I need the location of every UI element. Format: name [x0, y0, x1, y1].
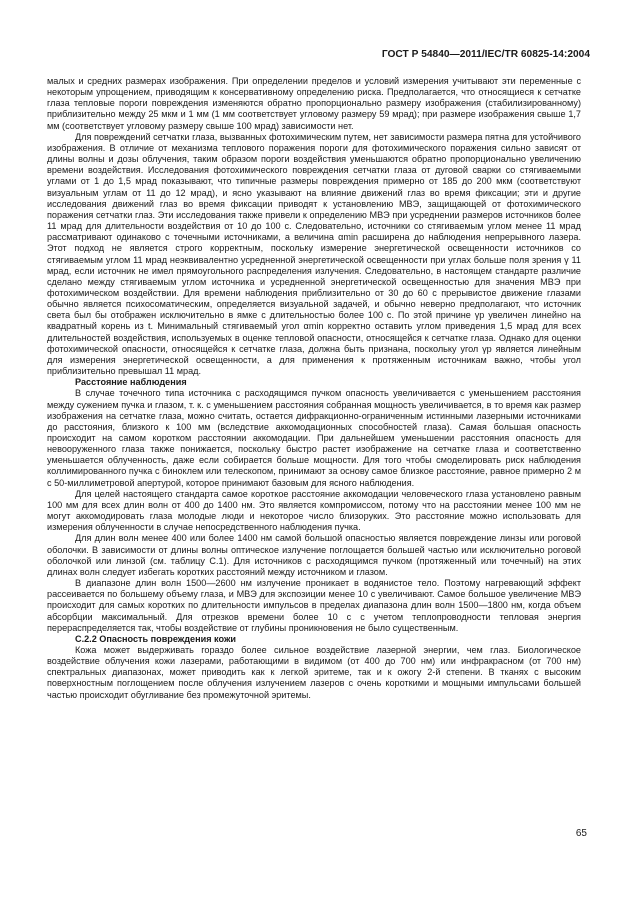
paragraph: малых и средних размерах изображения. При определении пределов и условий измерения учитывают эти переменные с некоторым упрощением, приводящим к консервативному определению риска. Предполагается, что относящиеся к сетчатке глаза тепловые пороги повреждения изменяются обратно пропорционально размеру изображения (стабилизированному) приблизительно между 25 мкм и 1 мм (1 мм соответствует угловому размеру 59 мрад); при размере изображения свыше 1,7 мм (соответствует угловому размеру свыше 100 мрад) зависимости нет.	[47, 76, 581, 131]
paragraph: В случае точечного типа источника с расходящимся пучком опасность увеличивается с уменьшением расстояния между сужением пучка и глазом, т. к. с уменьшением расстояния собранная мощность увеличивается, в то время как размер изображения на сетчатке глаза, можно считать, остается дифракционно-ограниченным истинными лазерными источниками до расстояния, близкого к 100 мм (вследствие аккомодационных способностей глаза). Самая большая опасность происходит на самом коротком расстоянии аккомодации. При дальнейшем уменьшении расстояния опасность для невооруженного глаза также понижается, поскольку быстро растет изображение на сетчатке глаза и соответственно уменьшается облученность, даже если собирается больше мощности. Для того чтобы смоделировать риск наблюдения коллимированного пучка с биноклем или телескопом, принимают за основу самое близкое расстояние, равное примерно 2 м с 50-миллиметровой апертурой, которое принимают базовым для ясного наблюдения.	[47, 388, 581, 488]
document-code-header: ГОСТ Р 54840—2011/IEC/TR 60825-14:2004	[381, 49, 590, 60]
section-heading: Расстояние наблюдения	[75, 377, 187, 388]
page-number: 65	[575, 828, 587, 839]
paragraph: В диапазоне длин волн 1500—2600 нм излучение проникает в водянистое тело. Поэтому нагревающий эффект рассеивается по большему объему глаза, и МВЭ для экспозиции менее 10 с увеличивают. Самое большое увеличение МВЭ происходит для самых коротких по длительности импульсов в пределах диапазона длин волн 1500—1800 нм, когда объем абсорбции максимальный. Для отрезков времени более 10 с с учетом теплопроводности тепловая энергия перераспределяется так, чтобы воздействие от глубины проникновения не было существенным.	[47, 578, 581, 633]
paragraph: Для длин волн менее 400 или более 1400 нм самой большой опасностью является повреждение линзы или роговой оболочки. В зависимости от длины волны оптическое излучение поглощается большей частью или исключительно роговой оболочкой или линзой (см. таблицу С.1). Для источников с расходящимся пучком (протяженный или точечный) на этих длинах волн следует избегать коротких расстояний между источником и глазом.	[47, 533, 581, 577]
paragraph: Кожа может выдерживать гораздо более сильное воздействие лазерной энергии, чем глаз. Биологическое воздействие облучения кожи лазерами, работающими в видимом (от 400 до 700 нм) или инфракрасном (от 700 нм) спектральных диапазонах, может приводить как к легкой эритеме, так и к ожогу 2-й степени. В тканях с высоким поверхностным поглощением после облучения излучением лазеров с очень короткими и мощными импульсами большей частью происходит обугливание без промежуточной эритемы.	[47, 644, 581, 700]
section-heading: С.2.2 Опасность повреждения кожи	[75, 633, 237, 644]
document-body	[47, 76, 581, 701]
paragraph: Для целей настоящего стандарта самое короткое расстояние аккомодации человеческого глаза установлено равным 100 мм для всех длин волн от 400 до 1400 нм. Это является компромиссом, потому что на расстоянии менее 100 мм не могут аккомодировать глаза молодые люди и некоторое число близоруких. Это расстояние можно использовать для измерения облученности в случае непосредственного наблюдения пучка.	[47, 488, 581, 533]
paragraph: Для повреждений сетчатки глаза, вызванных фотохимическим путем, нет зависимости размера пятна для устойчивого изображения. В отличие от механизма теплового поражения пороги для фотохимического поражения сильно зависят от длины волны и дозы облучения, таким образом пороги воздействия уменьшаются обратно пропорционально увеличению времени воздействия. Исследования фотохимического повреждения сетчатки глаза от дуговой сварки со стягиваемыми углами от 1 до 1,5 мрад показывают, что типичные размеры повреждения примерно от 185 до 200 мкм (соответствуют визуальным углам от 11 до 12 мрад), и ясно указывают на влияние движений глаз во время фиксации; эти и другие исследования движений глаз во время фиксации приводят к установлению МВЭ, защищающей от фотохимического поражения сетчатки глаз. Эти исследования также привели к определению МВЭ при усреднении размеров источников более 11 мрад для длительности воздействия от 10 до 100 с. Следовательно, источники со стягиваемым углом менее 11 мрад рассматривают одинаково с точечными источниками, а величина αmin расширена до наблюдения непрерывного лазера. Этот подход не является строго корректным, поскольку измерение энергетической освещенности источников со стягиваемым углом 11 мрад неэквивалентно усредненной энергетической освещенности при углах больше поля зрения γ 11 мрад, если источник не имел прямоугольного распределения излучения. Следовательно, в настоящем стандарте различие сделано между стягиваемым углом источника и усредненной энергетической освещенностью для значения МВЭ при фотохимическом воздействии. Для времени наблюдения приблизительно от 30 до 60 с прерывистое движение глазами обычно является психосоматическим, определяется визуальной задачей, и обычно неверно предполагают, что источник света был бы отображен исключительно в ямке с длительностью более 100 с. По этой причине γp увеличен линейно на квадратный корень из t. Минимальный стягиваемый угол αmin корректно оставить углом приведения 1,5 мрад для всех длительностей воздействия, используемых в оценке тепловой опасности, относящейся к сетчатке глаза. Однако для оценки фотохимической опасности, относящейся к сетчатке глаза, должна быть признана, поскольку угол γp является линейным для измерения энергетической освещенности, а для применения к протяженным источникам важно, чтобы угол приблизительно превышал 11 мрад.	[47, 131, 581, 377]
